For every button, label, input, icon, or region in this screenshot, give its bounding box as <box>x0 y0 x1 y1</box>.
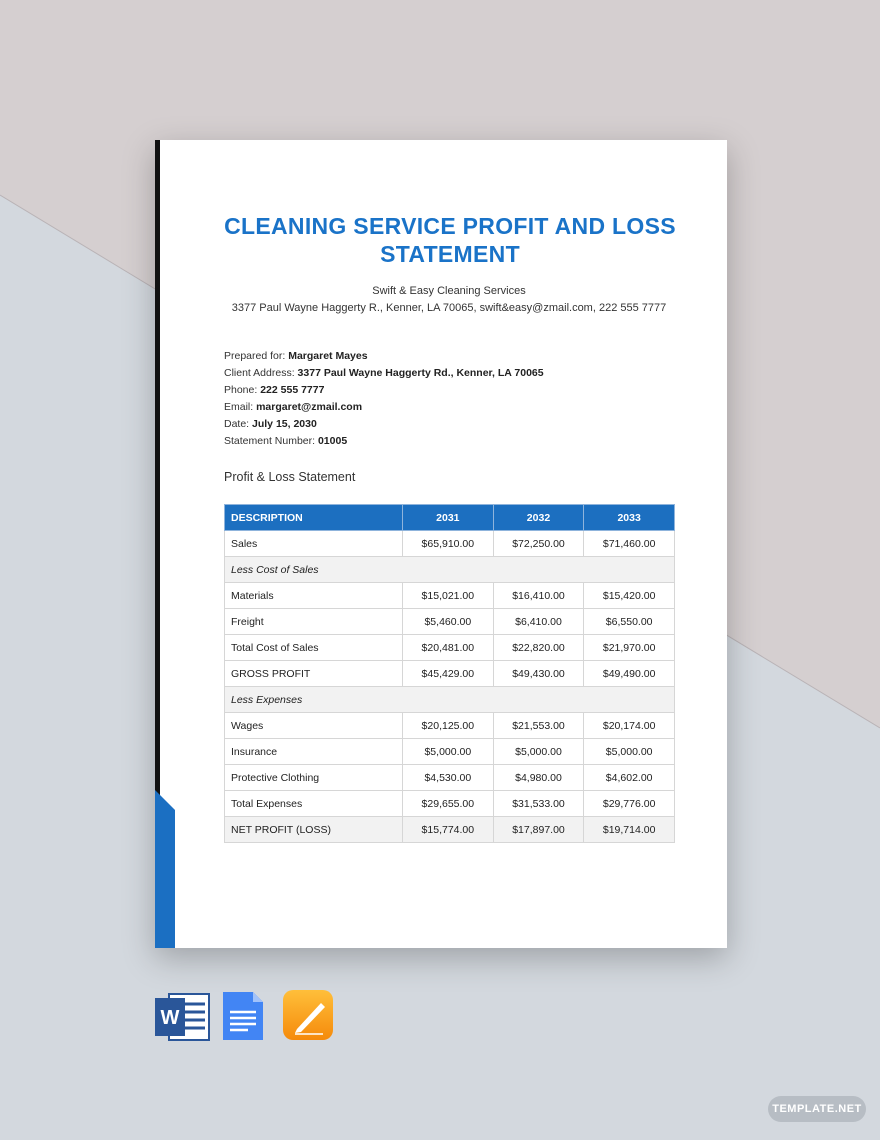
table-row <box>225 817 675 843</box>
row-label: Insurance <box>225 739 403 765</box>
row-value: $21,553.00 <box>493 713 584 739</box>
table-row <box>225 635 675 661</box>
row-label: Less Cost of Sales <box>225 557 675 583</box>
pages-icon[interactable] <box>283 990 333 1040</box>
blue-corner-accent <box>155 790 175 948</box>
row-label: Freight <box>225 609 403 635</box>
row-value: $6,410.00 <box>493 609 584 635</box>
table-row <box>225 713 675 739</box>
info-statement-number: Statement Number: 01005 <box>224 435 348 447</box>
row-label: GROSS PROFIT <box>225 661 403 687</box>
table-row <box>225 609 675 635</box>
word-icon-letter: W <box>160 1007 180 1029</box>
header-2032: 2032 <box>493 505 584 531</box>
row-value: $4,980.00 <box>493 765 584 791</box>
table-row <box>225 557 675 583</box>
row-label: Wages <box>225 713 403 739</box>
row-label: Total Expenses <box>225 791 403 817</box>
row-value: $17,897.00 <box>493 817 584 843</box>
row-label: Protective Clothing <box>225 765 403 791</box>
row-value: $5,460.00 <box>403 609 494 635</box>
row-value: $20,174.00 <box>584 713 675 739</box>
row-value: $15,774.00 <box>403 817 494 843</box>
row-value: $19,714.00 <box>584 817 675 843</box>
row-value: $29,655.00 <box>403 791 494 817</box>
company-address: 3377 Paul Wayne Haggerty R., Kenner, LA 70065, swift&easy@zmail.com, 222 555 7777 <box>231 302 667 314</box>
row-label: Sales <box>225 531 403 557</box>
row-label: NET PROFIT (LOSS) <box>225 817 403 843</box>
row-label: Total Cost of Sales <box>225 635 403 661</box>
table-row <box>225 687 675 713</box>
row-value: $16,410.00 <box>493 583 584 609</box>
row-value: $72,250.00 <box>493 531 584 557</box>
table-row <box>225 791 675 817</box>
info-prepared-for: Prepared for: Margaret Mayes <box>224 350 368 362</box>
row-value: $5,000.00 <box>584 739 675 765</box>
row-value: $4,530.00 <box>403 765 494 791</box>
row-value: $4,602.00 <box>584 765 675 791</box>
header-2033: 2033 <box>584 505 675 531</box>
info-date: Date: July 15, 2030 <box>224 418 317 430</box>
row-value: $20,125.00 <box>403 713 494 739</box>
info-phone: Phone: 222 555 7777 <box>224 384 325 396</box>
company-name: Swift & Easy Cleaning Services <box>372 285 526 297</box>
document-page <box>155 140 727 948</box>
row-value: $15,021.00 <box>403 583 494 609</box>
table-row <box>225 739 675 765</box>
table-row <box>225 583 675 609</box>
document-title: CLEANING SERVICE PROFIT AND LOSS STATEMENT <box>224 213 676 267</box>
profit-loss-table <box>224 504 675 843</box>
row-value: $5,000.00 <box>493 739 584 765</box>
row-value: $5,000.00 <box>403 739 494 765</box>
word-icon[interactable] <box>155 994 209 1040</box>
table-header-row <box>225 505 675 531</box>
table-row <box>225 661 675 687</box>
row-value: $45,429.00 <box>403 661 494 687</box>
row-value: $49,490.00 <box>584 661 675 687</box>
info-email: Email: margaret@zmail.com <box>224 401 363 413</box>
client-info <box>224 348 544 450</box>
info-client-address: Client Address: 3377 Paul Wayne Haggerty Rd., Kenner, LA 70065 <box>224 367 544 379</box>
row-value: $20,481.00 <box>403 635 494 661</box>
table-row <box>225 531 675 557</box>
row-value: $29,776.00 <box>584 791 675 817</box>
google-docs-icon[interactable] <box>223 992 263 1040</box>
row-value: $15,420.00 <box>584 583 675 609</box>
table-row <box>225 765 675 791</box>
template-net-watermark: TEMPLATE.NET <box>768 1096 866 1122</box>
header-2031: 2031 <box>403 505 494 531</box>
row-value: $6,550.00 <box>584 609 675 635</box>
row-label: Materials <box>225 583 403 609</box>
row-label: Less Expenses <box>225 687 675 713</box>
row-value: $65,910.00 <box>403 531 494 557</box>
row-value: $49,430.00 <box>493 661 584 687</box>
row-value: $31,533.00 <box>493 791 584 817</box>
section-heading: Profit & Loss Statement <box>224 470 356 484</box>
row-value: $71,460.00 <box>584 531 675 557</box>
app-icons <box>155 990 335 1047</box>
row-value: $22,820.00 <box>493 635 584 661</box>
row-value: $21,970.00 <box>584 635 675 661</box>
header-description: DESCRIPTION <box>225 505 403 531</box>
